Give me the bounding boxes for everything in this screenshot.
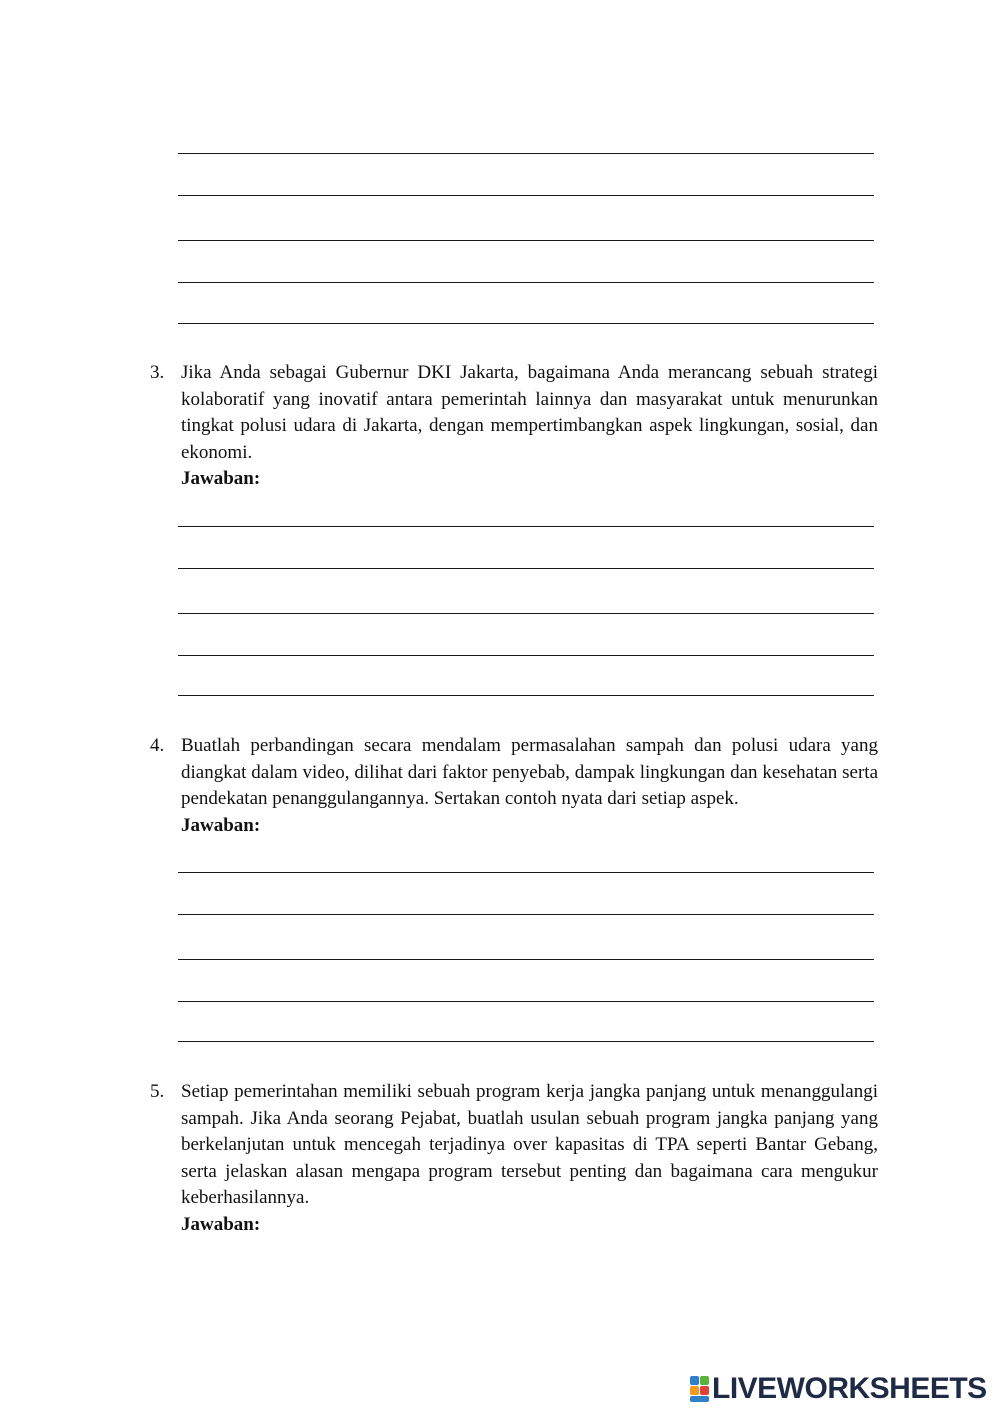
answer-line[interactable] xyxy=(178,568,874,569)
question-number: 4. xyxy=(150,735,165,756)
question-text: Setiap pemerintahan memiliki sebuah program kerja jangka panjang untuk menanggulangi sampah. Jika Anda seorang Pejabat, buatlah usulan sebuah program jangka panjang yang berkelanjutan untuk mencegah terjadinya over kapasitas di TPA seperti Bantar Gebang, serta jelaskan alasan mengapa program tersebut penting dan bagaimana cara mengukur keberhasilannya. xyxy=(181,1081,878,1208)
answer-line[interactable] xyxy=(178,613,874,614)
answer-line[interactable] xyxy=(178,959,874,960)
liveworksheets-logo xyxy=(690,1373,987,1405)
question-text: Buatlah perbandingan secara mendalam permasalahan sampah dan polusi udara yang diangkat dalam video, dilihat dari faktor penyebab, dampak lingkungan dan kesehatan serta pendekatan penanggulangannya. Sertakan contoh nyata dari setiap aspek. xyxy=(181,735,878,809)
question-number: 5. xyxy=(150,1081,165,1102)
question-4 xyxy=(150,733,878,839)
answer-line[interactable] xyxy=(178,240,874,241)
answer-line[interactable] xyxy=(178,872,874,873)
answer-line[interactable] xyxy=(178,526,874,527)
logo-text: LIVEWORKSHEETS xyxy=(712,1372,987,1405)
answer-line[interactable] xyxy=(178,195,874,196)
answer-line[interactable] xyxy=(178,914,874,915)
answer-line[interactable] xyxy=(178,1041,874,1042)
answer-line[interactable] xyxy=(178,1001,874,1002)
answer-line[interactable] xyxy=(178,323,874,324)
answer-line[interactable] xyxy=(178,655,874,656)
answer-label: Jawaban: xyxy=(181,814,261,836)
answer-line[interactable] xyxy=(178,695,874,696)
question-5 xyxy=(150,1079,878,1238)
answer-line[interactable] xyxy=(178,153,874,154)
question-text: Jika Anda sebagai Gubernur DKI Jakarta, bagaimana Anda merancang sebuah strategi kolaboratif yang inovatif antara pemerintah lainnya dan masyarakat untuk menurunkan tingkat polusi udara di Jakarta, dengan mempertimbangkan aspek lingkungan, sosial, dan ekonomi. xyxy=(181,362,878,463)
question-number: 3. xyxy=(150,362,165,383)
answer-label: Jawaban: xyxy=(181,1213,261,1235)
answer-line[interactable] xyxy=(178,282,874,283)
question-3 xyxy=(150,360,878,493)
answer-label: Jawaban: xyxy=(181,468,261,489)
liveworksheets-logo-icon xyxy=(690,1374,710,1404)
